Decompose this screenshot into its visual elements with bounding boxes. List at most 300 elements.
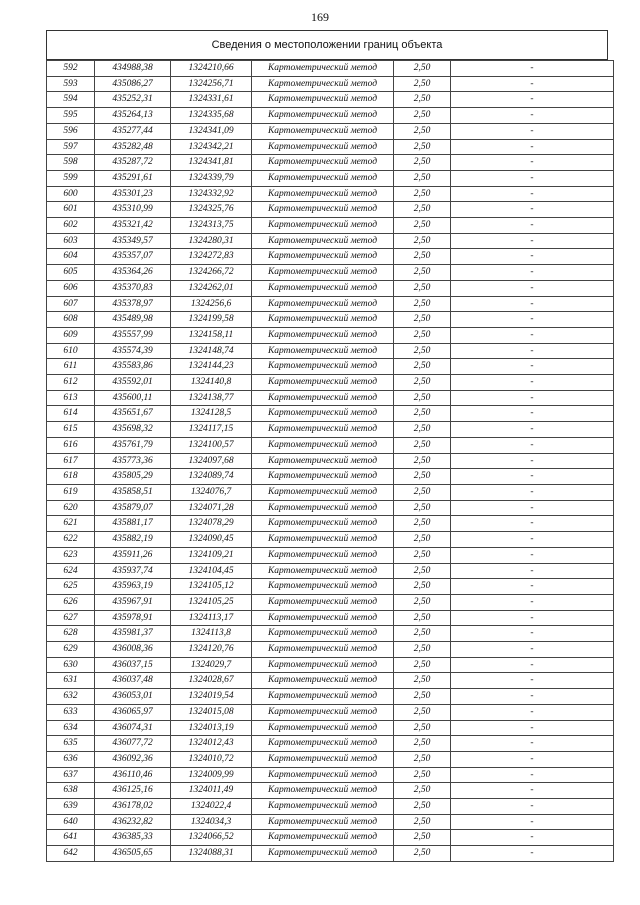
precision-cell: 2,50 <box>394 76 451 92</box>
point-number-cell: 627 <box>47 610 95 626</box>
point-number-cell: 599 <box>47 170 95 186</box>
precision-cell: 2,50 <box>394 233 451 249</box>
precision-cell: 2,50 <box>394 123 451 139</box>
method-cell: Картометрический метод <box>252 280 394 296</box>
coordinate-x-cell: 435967,91 <box>95 594 171 610</box>
coordinate-y-cell: 1324013,19 <box>171 720 252 736</box>
point-number-cell: 642 <box>47 846 95 862</box>
method-cell: Картометрический метод <box>252 720 394 736</box>
precision-cell: 2,50 <box>394 814 451 830</box>
method-cell: Картометрический метод <box>252 500 394 516</box>
coordinate-y-cell: 1324028,67 <box>171 673 252 689</box>
point-number-cell: 596 <box>47 123 95 139</box>
method-cell: Картометрический метод <box>252 799 394 815</box>
method-cell: Картометрический метод <box>252 186 394 202</box>
description-cell: - <box>451 186 614 202</box>
coordinate-y-cell: 1324341,09 <box>171 123 252 139</box>
coordinate-y-cell: 1324280,31 <box>171 233 252 249</box>
point-number-cell: 630 <box>47 657 95 673</box>
precision-cell: 2,50 <box>394 249 451 265</box>
table-row <box>47 249 614 265</box>
method-cell: Картометрический метод <box>252 453 394 469</box>
description-cell: - <box>451 799 614 815</box>
table-row <box>47 594 614 610</box>
coordinate-y-cell: 1324262,01 <box>171 280 252 296</box>
description-cell: - <box>451 202 614 218</box>
description-cell: - <box>451 563 614 579</box>
coordinate-y-cell: 1324012,43 <box>171 736 252 752</box>
precision-cell: 2,50 <box>394 202 451 218</box>
point-number-cell: 601 <box>47 202 95 218</box>
coordinate-x-cell: 436385,33 <box>95 830 171 846</box>
coordinate-y-cell: 1324341,81 <box>171 155 252 171</box>
precision-cell: 2,50 <box>394 704 451 720</box>
point-number-cell: 638 <box>47 783 95 799</box>
description-cell: - <box>451 233 614 249</box>
coordinate-x-cell: 435277,44 <box>95 123 171 139</box>
description-cell: - <box>451 406 614 422</box>
coordinate-x-cell: 435282,48 <box>95 139 171 155</box>
precision-cell: 2,50 <box>394 642 451 658</box>
point-number-cell: 621 <box>47 516 95 532</box>
method-cell: Картометрический метод <box>252 657 394 673</box>
table-row <box>47 783 614 799</box>
precision-cell: 2,50 <box>394 170 451 186</box>
coordinate-y-cell: 1324117,15 <box>171 422 252 438</box>
point-number-cell: 616 <box>47 437 95 453</box>
coordinate-x-cell: 435761,79 <box>95 437 171 453</box>
coordinate-y-cell: 1324010,72 <box>171 751 252 767</box>
coordinate-y-cell: 1324128,5 <box>171 406 252 422</box>
point-number-cell: 606 <box>47 280 95 296</box>
coordinate-x-cell: 436053,01 <box>95 689 171 705</box>
precision-cell: 2,50 <box>394 799 451 815</box>
method-cell: Картометрический метод <box>252 846 394 862</box>
coordinate-y-cell: 1324335,68 <box>171 108 252 124</box>
coordinate-y-cell: 1324256,6 <box>171 296 252 312</box>
table-row <box>47 610 614 626</box>
point-number-cell: 641 <box>47 830 95 846</box>
point-number-cell: 600 <box>47 186 95 202</box>
method-cell: Картометрический метод <box>252 61 394 77</box>
table-row <box>47 406 614 422</box>
table-row <box>47 123 614 139</box>
point-number-cell: 634 <box>47 720 95 736</box>
coordinate-x-cell: 435370,83 <box>95 280 171 296</box>
section-title: Сведения о местоположении границ объекта <box>46 30 608 60</box>
precision-cell: 2,50 <box>394 846 451 862</box>
precision-cell: 2,50 <box>394 327 451 343</box>
point-number-cell: 632 <box>47 689 95 705</box>
precision-cell: 2,50 <box>394 500 451 516</box>
table-row <box>47 343 614 359</box>
coordinate-x-cell: 435287,72 <box>95 155 171 171</box>
precision-cell: 2,50 <box>394 484 451 500</box>
coordinate-y-cell: 1324325,76 <box>171 202 252 218</box>
coordinate-y-cell: 1324019,54 <box>171 689 252 705</box>
coordinate-x-cell: 435357,07 <box>95 249 171 265</box>
coordinate-x-cell: 435881,17 <box>95 516 171 532</box>
method-cell: Картометрический метод <box>252 626 394 642</box>
precision-cell: 2,50 <box>394 657 451 673</box>
point-number-cell: 603 <box>47 233 95 249</box>
coordinate-y-cell: 1324144,23 <box>171 359 252 375</box>
table-row <box>47 689 614 705</box>
coordinate-x-cell: 435698,32 <box>95 422 171 438</box>
point-number-cell: 620 <box>47 500 95 516</box>
table-row <box>47 516 614 532</box>
coordinate-y-cell: 1324089,74 <box>171 469 252 485</box>
coordinate-y-cell: 1324158,11 <box>171 327 252 343</box>
coordinate-x-cell: 435301,23 <box>95 186 171 202</box>
point-number-cell: 609 <box>47 327 95 343</box>
description-cell: - <box>451 249 614 265</box>
description-cell: - <box>451 673 614 689</box>
method-cell: Картометрический метод <box>252 343 394 359</box>
method-cell: Картометрический метод <box>252 610 394 626</box>
method-cell: Картометрический метод <box>252 673 394 689</box>
point-number-cell: 613 <box>47 390 95 406</box>
point-number-cell: 615 <box>47 422 95 438</box>
coordinate-y-cell: 1324104,45 <box>171 563 252 579</box>
point-number-cell: 617 <box>47 453 95 469</box>
method-cell: Картометрический метод <box>252 437 394 453</box>
precision-cell: 2,50 <box>394 265 451 281</box>
description-cell: - <box>451 720 614 736</box>
precision-cell: 2,50 <box>394 563 451 579</box>
description-cell: - <box>451 280 614 296</box>
table-row <box>47 108 614 124</box>
description-cell: - <box>451 830 614 846</box>
table-row <box>47 312 614 328</box>
coordinate-x-cell: 435086,27 <box>95 76 171 92</box>
table-row <box>47 579 614 595</box>
precision-cell: 2,50 <box>394 751 451 767</box>
description-cell: - <box>451 359 614 375</box>
description-cell: - <box>451 484 614 500</box>
precision-cell: 2,50 <box>394 673 451 689</box>
point-number-cell: 611 <box>47 359 95 375</box>
coordinates-table-body <box>47 61 614 862</box>
precision-cell: 2,50 <box>394 422 451 438</box>
point-number-cell: 618 <box>47 469 95 485</box>
description-cell: - <box>451 155 614 171</box>
table-row <box>47 218 614 234</box>
point-number-cell: 592 <box>47 61 95 77</box>
method-cell: Картометрический метод <box>252 233 394 249</box>
precision-cell: 2,50 <box>394 359 451 375</box>
precision-cell: 2,50 <box>394 547 451 563</box>
description-cell: - <box>451 453 614 469</box>
method-cell: Картометрический метод <box>252 155 394 171</box>
description-cell: - <box>451 532 614 548</box>
precision-cell: 2,50 <box>394 736 451 752</box>
description-cell: - <box>451 610 614 626</box>
method-cell: Картометрический метод <box>252 327 394 343</box>
point-number-cell: 614 <box>47 406 95 422</box>
point-number-cell: 637 <box>47 767 95 783</box>
table-row <box>47 751 614 767</box>
point-number-cell: 628 <box>47 626 95 642</box>
description-cell: - <box>451 92 614 108</box>
precision-cell: 2,50 <box>394 186 451 202</box>
coordinate-x-cell: 435364,26 <box>95 265 171 281</box>
table-row <box>47 846 614 862</box>
precision-cell: 2,50 <box>394 626 451 642</box>
coordinate-x-cell: 436232,82 <box>95 814 171 830</box>
description-cell: - <box>451 218 614 234</box>
description-cell: - <box>451 375 614 391</box>
description-cell: - <box>451 61 614 77</box>
coordinate-y-cell: 1324109,21 <box>171 547 252 563</box>
method-cell: Картометрический метод <box>252 783 394 799</box>
coordinate-x-cell: 436037,15 <box>95 657 171 673</box>
precision-cell: 2,50 <box>394 610 451 626</box>
table-row <box>47 720 614 736</box>
point-number-cell: 610 <box>47 343 95 359</box>
coordinate-y-cell: 1324256,71 <box>171 76 252 92</box>
description-cell: - <box>451 265 614 281</box>
table-row <box>47 657 614 673</box>
method-cell: Картометрический метод <box>252 642 394 658</box>
coordinate-x-cell: 435651,67 <box>95 406 171 422</box>
coordinate-y-cell: 1324105,12 <box>171 579 252 595</box>
description-cell: - <box>451 139 614 155</box>
description-cell: - <box>451 108 614 124</box>
coordinate-x-cell: 436110,46 <box>95 767 171 783</box>
page-number: 169 <box>311 10 329 24</box>
table-row <box>47 704 614 720</box>
coordinate-y-cell: 1324071,28 <box>171 500 252 516</box>
description-cell: - <box>451 547 614 563</box>
table-row <box>47 359 614 375</box>
description-cell: - <box>451 579 614 595</box>
coordinate-x-cell: 435557,99 <box>95 327 171 343</box>
coordinate-x-cell: 435378,97 <box>95 296 171 312</box>
point-number-cell: 597 <box>47 139 95 155</box>
method-cell: Картометрический метод <box>252 76 394 92</box>
coordinate-y-cell: 1324076,7 <box>171 484 252 500</box>
precision-cell: 2,50 <box>394 579 451 595</box>
method-cell: Картометрический метод <box>252 359 394 375</box>
precision-cell: 2,50 <box>394 453 451 469</box>
coordinate-y-cell: 1324090,45 <box>171 532 252 548</box>
table-row <box>47 642 614 658</box>
table-row <box>47 814 614 830</box>
method-cell: Картометрический метод <box>252 704 394 720</box>
coordinate-x-cell: 435963,19 <box>95 579 171 595</box>
precision-cell: 2,50 <box>394 437 451 453</box>
table-row <box>47 233 614 249</box>
description-cell: - <box>451 170 614 186</box>
method-cell: Картометрический метод <box>252 579 394 595</box>
coordinate-x-cell: 435805,29 <box>95 469 171 485</box>
coordinate-x-cell: 435937,74 <box>95 563 171 579</box>
coordinate-y-cell: 1324138,77 <box>171 390 252 406</box>
table-row <box>47 265 614 281</box>
coordinate-y-cell: 1324078,29 <box>171 516 252 532</box>
description-cell: - <box>451 516 614 532</box>
point-number-cell: 607 <box>47 296 95 312</box>
description-cell: - <box>451 312 614 328</box>
coordinate-x-cell: 436037,48 <box>95 673 171 689</box>
point-number-cell: 623 <box>47 547 95 563</box>
method-cell: Картометрический метод <box>252 469 394 485</box>
coordinate-x-cell: 435310,99 <box>95 202 171 218</box>
method-cell: Картометрический метод <box>252 767 394 783</box>
method-cell: Картометрический метод <box>252 296 394 312</box>
coordinate-x-cell: 435600,11 <box>95 390 171 406</box>
coordinate-y-cell: 1324088,31 <box>171 846 252 862</box>
table-row <box>47 422 614 438</box>
coordinate-y-cell: 1324066,52 <box>171 830 252 846</box>
table-row <box>47 453 614 469</box>
description-cell: - <box>451 736 614 752</box>
coordinate-x-cell: 435858,51 <box>95 484 171 500</box>
coordinate-x-cell: 435911,26 <box>95 547 171 563</box>
precision-cell: 2,50 <box>394 280 451 296</box>
coordinate-x-cell: 435583,86 <box>95 359 171 375</box>
table-row <box>47 61 614 77</box>
coordinate-x-cell: 436125,16 <box>95 783 171 799</box>
coordinate-y-cell: 1324339,79 <box>171 170 252 186</box>
precision-cell: 2,50 <box>394 689 451 705</box>
method-cell: Картометрический метод <box>252 689 394 705</box>
precision-cell: 2,50 <box>394 390 451 406</box>
coordinate-y-cell: 1324015,08 <box>171 704 252 720</box>
description-cell: - <box>451 814 614 830</box>
precision-cell: 2,50 <box>394 155 451 171</box>
description-cell: - <box>451 123 614 139</box>
description-cell: - <box>451 783 614 799</box>
coordinate-x-cell: 435978,91 <box>95 610 171 626</box>
point-number-cell: 604 <box>47 249 95 265</box>
coordinate-x-cell: 436077,72 <box>95 736 171 752</box>
table-row <box>47 437 614 453</box>
method-cell: Картометрический метод <box>252 563 394 579</box>
precision-cell: 2,50 <box>394 516 451 532</box>
precision-cell: 2,50 <box>394 139 451 155</box>
coordinate-y-cell: 1324113,17 <box>171 610 252 626</box>
coordinate-x-cell: 435773,36 <box>95 453 171 469</box>
point-number-cell: 619 <box>47 484 95 500</box>
precision-cell: 2,50 <box>394 406 451 422</box>
coordinate-x-cell: 435882,19 <box>95 532 171 548</box>
description-cell: - <box>451 343 614 359</box>
coordinate-x-cell: 436008,36 <box>95 642 171 658</box>
method-cell: Картометрический метод <box>252 92 394 108</box>
description-cell: - <box>451 437 614 453</box>
table-row <box>47 484 614 500</box>
coordinate-x-cell: 435879,07 <box>95 500 171 516</box>
table-row <box>47 736 614 752</box>
table-row <box>47 170 614 186</box>
coordinate-x-cell: 436074,31 <box>95 720 171 736</box>
table-row <box>47 139 614 155</box>
method-cell: Картометрический метод <box>252 108 394 124</box>
precision-cell: 2,50 <box>394 469 451 485</box>
coordinate-y-cell: 1324120,76 <box>171 642 252 658</box>
method-cell: Картометрический метод <box>252 123 394 139</box>
point-number-cell: 593 <box>47 76 95 92</box>
precision-cell: 2,50 <box>394 720 451 736</box>
method-cell: Картометрический метод <box>252 830 394 846</box>
coordinate-x-cell: 435981,37 <box>95 626 171 642</box>
method-cell: Картометрический метод <box>252 814 394 830</box>
precision-cell: 2,50 <box>394 92 451 108</box>
table-row <box>47 673 614 689</box>
point-number-cell: 635 <box>47 736 95 752</box>
method-cell: Картометрический метод <box>252 202 394 218</box>
table-row <box>47 626 614 642</box>
method-cell: Картометрический метод <box>252 139 394 155</box>
description-cell: - <box>451 469 614 485</box>
description-cell: - <box>451 296 614 312</box>
table-row <box>47 469 614 485</box>
description-cell: - <box>451 767 614 783</box>
method-cell: Картометрический метод <box>252 390 394 406</box>
point-number-cell: 608 <box>47 312 95 328</box>
point-number-cell: 598 <box>47 155 95 171</box>
table-row <box>47 563 614 579</box>
precision-cell: 2,50 <box>394 594 451 610</box>
precision-cell: 2,50 <box>394 61 451 77</box>
precision-cell: 2,50 <box>394 312 451 328</box>
coordinates-table <box>46 60 614 862</box>
coordinate-y-cell: 1324113,8 <box>171 626 252 642</box>
precision-cell: 2,50 <box>394 767 451 783</box>
description-cell: - <box>451 327 614 343</box>
table-row <box>47 799 614 815</box>
point-number-cell: 624 <box>47 563 95 579</box>
method-cell: Картометрический метод <box>252 265 394 281</box>
coordinate-y-cell: 1324332,92 <box>171 186 252 202</box>
method-cell: Картометрический метод <box>252 751 394 767</box>
description-cell: - <box>451 642 614 658</box>
method-cell: Картометрический метод <box>252 547 394 563</box>
method-cell: Картометрический метод <box>252 422 394 438</box>
table-row <box>47 375 614 391</box>
coordinate-x-cell: 435574,39 <box>95 343 171 359</box>
table-row <box>47 296 614 312</box>
precision-cell: 2,50 <box>394 830 451 846</box>
method-cell: Картометрический метод <box>252 218 394 234</box>
method-cell: Картометрический метод <box>252 594 394 610</box>
coordinate-y-cell: 1324210,66 <box>171 61 252 77</box>
method-cell: Картометрический метод <box>252 249 394 265</box>
description-cell: - <box>451 500 614 516</box>
precision-cell: 2,50 <box>394 296 451 312</box>
coordinate-x-cell: 435349,57 <box>95 233 171 249</box>
coordinate-x-cell: 436505,65 <box>95 846 171 862</box>
table-row <box>47 155 614 171</box>
table-row <box>47 280 614 296</box>
point-number-cell: 595 <box>47 108 95 124</box>
table-row <box>47 327 614 343</box>
coordinate-y-cell: 1324105,25 <box>171 594 252 610</box>
coordinate-x-cell: 435489,98 <box>95 312 171 328</box>
table-row <box>47 830 614 846</box>
table-row <box>47 767 614 783</box>
table-row <box>47 92 614 108</box>
point-number-cell: 626 <box>47 594 95 610</box>
coordinate-y-cell: 1324022,4 <box>171 799 252 815</box>
table-row <box>47 186 614 202</box>
coordinate-y-cell: 1324009,99 <box>171 767 252 783</box>
method-cell: Картометрический метод <box>252 375 394 391</box>
coordinate-y-cell: 1324272,83 <box>171 249 252 265</box>
point-number-cell: 629 <box>47 642 95 658</box>
